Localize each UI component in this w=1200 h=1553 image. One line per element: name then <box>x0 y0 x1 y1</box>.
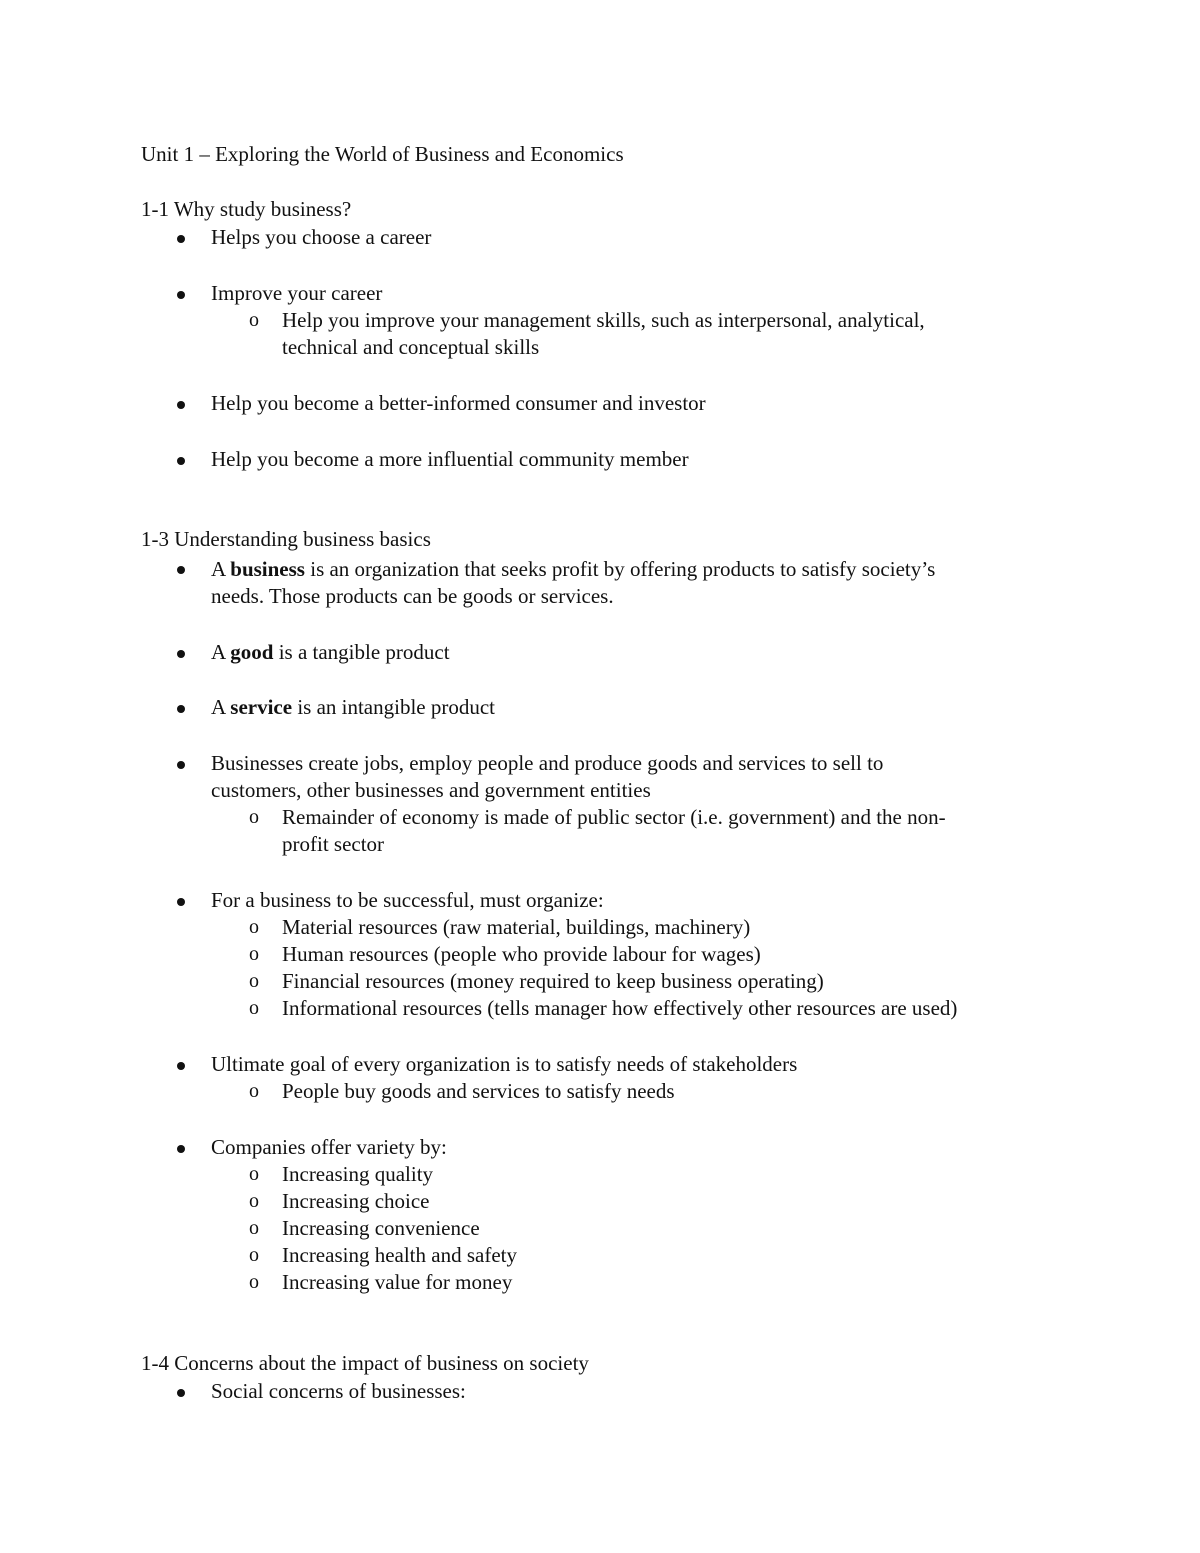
sub-bullet-icon: o <box>249 1190 259 1212</box>
bullet-icon <box>177 457 185 465</box>
sub-bullet-icon: o <box>249 916 259 938</box>
bullet-icon <box>177 1145 185 1153</box>
list-item: A business is an organization that seeks profit by offering products to satisfy society’s <box>211 557 936 581</box>
sub-list-item: People buy goods and services to satisfy needs <box>282 1079 675 1103</box>
sub-list-item: Increasing quality <box>282 1162 434 1186</box>
list-item: Improve your career <box>211 281 383 305</box>
section-heading-1-3: 1-3 Understanding business basics <box>141 527 431 551</box>
list-item: A service is an intangible product <box>211 695 496 719</box>
sub-list-item: Financial resources (money required to keep business operating) <box>282 969 824 993</box>
bullet-icon <box>177 291 185 299</box>
bullet-icon <box>177 761 185 769</box>
term-business: business <box>230 557 305 581</box>
document-title: Unit 1 – Exploring the World of Business and Economics <box>141 142 624 166</box>
list-item: Businesses create jobs, employ people and produce goods and services to sell to <box>211 751 884 775</box>
sub-list-item: Human resources (people who provide labour for wages) <box>282 942 761 966</box>
sub-bullet-icon: o <box>249 943 259 965</box>
sub-list-item: Remainder of economy is made of public sector (i.e. government) and the non- <box>282 805 946 829</box>
term-service: service <box>230 695 293 719</box>
bullet-icon <box>177 1389 185 1397</box>
list-item: Social concerns of businesses: <box>211 1379 466 1403</box>
sub-bullet-icon: o <box>249 1244 259 1266</box>
section-heading-1-1: 1-1 Why study business? <box>141 197 352 221</box>
list-item-continued: customers, other businesses and government entities <box>211 778 651 802</box>
sub-list-item: Increasing choice <box>282 1189 430 1213</box>
sub-list-item-continued: profit sector <box>282 832 385 856</box>
sub-bullet-icon: o <box>249 997 259 1019</box>
bullet-icon <box>177 898 185 906</box>
sub-bullet-icon: o <box>249 1217 259 1239</box>
list-item-continued: needs. Those products can be goods or services. <box>211 584 614 608</box>
sub-bullet-icon: o <box>249 806 259 828</box>
list-item: Help you become a more influential community member <box>211 447 689 471</box>
sub-bullet-icon: o <box>249 1163 259 1185</box>
sub-bullet-icon: o <box>249 309 259 331</box>
bullet-icon <box>177 235 185 243</box>
sub-list-item: Material resources (raw material, buildings, machinery) <box>282 915 751 939</box>
sub-list-item-continued: technical and conceptual skills <box>282 335 540 359</box>
bullet-icon <box>177 650 185 658</box>
sub-list-item: Increasing value for money <box>282 1270 513 1294</box>
list-item: A good is a tangible product <box>211 640 450 664</box>
sub-bullet-icon: o <box>249 1080 259 1102</box>
list-item: Help you become a better-informed consumer and investor <box>211 391 706 415</box>
term-good: good <box>230 640 274 664</box>
list-item: Helps you choose a career <box>211 225 432 249</box>
section-heading-1-4: 1-4 Concerns about the impact of business on society <box>141 1351 589 1375</box>
list-item: Ultimate goal of every organization is to satisfy needs of stakeholders <box>211 1052 798 1076</box>
sub-list-item: Informational resources (tells manager how effectively other resources are used) <box>282 996 958 1020</box>
bullet-icon <box>177 1062 185 1070</box>
sub-list-item: Increasing health and safety <box>282 1243 517 1267</box>
bullet-icon <box>177 401 185 409</box>
sub-list-item: Increasing convenience <box>282 1216 480 1240</box>
sub-bullet-icon: o <box>249 1271 259 1293</box>
list-item: For a business to be successful, must organize: <box>211 888 604 912</box>
sub-bullet-icon: o <box>249 970 259 992</box>
list-item: Companies offer variety by: <box>211 1135 447 1159</box>
bullet-icon <box>177 566 185 574</box>
sub-list-item: Help you improve your management skills, such as interpersonal, analytical, <box>282 308 925 332</box>
bullet-icon <box>177 705 185 713</box>
